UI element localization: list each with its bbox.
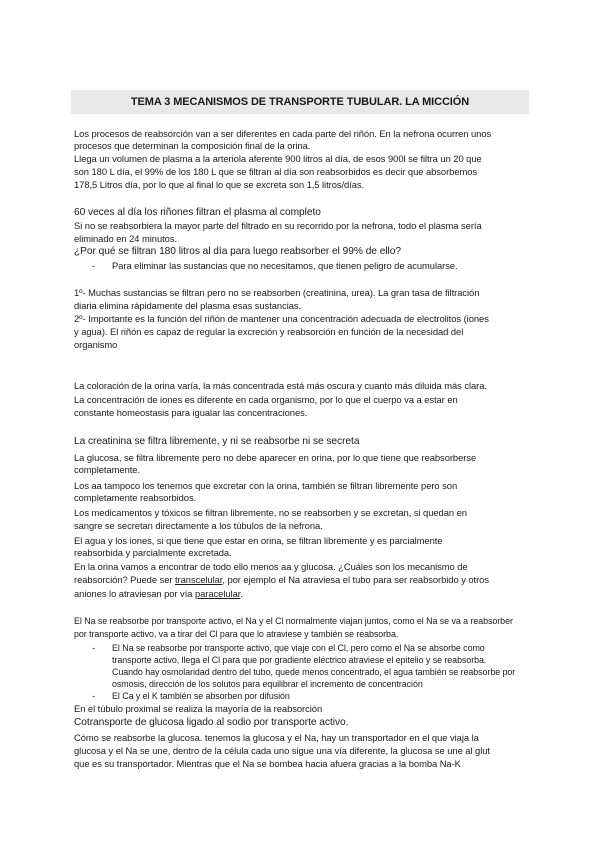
- paragraph-line: El agua y los iones, si que tiene que estar en orina, se filtran libremente y es parcialmente: [74, 535, 443, 546]
- paragraph-line: ¿Por qué se filtran 180 litros al día para luego reabsorber el 99% de ello?: [74, 246, 401, 257]
- bullet-item-line: transporte activo, llega el Cl para que por gradiente eléctrico atraviese el epitelio y se reabsorba.: [112, 655, 487, 665]
- paragraph-line: Cómo se reabsorbe la glucosa. tenemos la glucosa y el Na, hay un transportador en el que viaja la: [74, 732, 479, 743]
- paragraph-line: 1º- Muchas sustancias se filtran pero no se reabsorben (creatinina, urea). La gran tasa de filtración: [74, 287, 480, 298]
- paragraph-line: que es su transportador. Mientras que el Na se bombea hacia afuera gracias a la bomba Na-K: [74, 758, 461, 769]
- paragraph-line: reabsorbida y parcialmente excretada.: [74, 547, 232, 558]
- paragraph-line: [74, 588, 243, 600]
- text-segment: , por ejemplo el Na atraviesa el tubo para ser reabsorbido y otros: [222, 574, 489, 585]
- bullet-item-line: Cuando hay osmolaridad dentro del tubo, quede menos concentrado, el agua también se reabsorbe por: [112, 667, 516, 677]
- paragraph-line: 178,5 Litros día, por lo que al final lo que se excreta son 1,5 litros/días.: [74, 179, 365, 190]
- paragraph-line: sangre se secretan directamente a los túbulos de la nefrona.: [74, 520, 323, 531]
- paragraph-line: y agua). El riñón es capaz de regular la excreción y reabsorción en función de la necesidad del: [74, 326, 464, 337]
- text-segment: aniones lo atraviesan por vía: [74, 588, 195, 599]
- paragraph-line: son 180 L día, el 99% de los 180 L que se filtran al día son reabsorbidos es decir que absorbemos: [74, 166, 478, 177]
- paragraph-line: En la orina vamos a encontrar de todo ello menos aa y glucosa. ¿Cuáles son los mecanismo de: [74, 561, 468, 572]
- paragraph-line: glucosa y el Na se une, dentro de la célula cada uno sigue una vía diferente, la glucosa se une al glut: [74, 745, 490, 756]
- paragraph-line: La glucosa, se filtra libremente pero no debe aparecer en orina, por lo que tiene que reabsorberse: [74, 452, 477, 463]
- paragraph-line: 2º- Importante es la función del riñón de mantener una concentración adecuada de electrolitos (iones: [74, 313, 489, 324]
- paragraph-line: organismo: [74, 339, 118, 350]
- paragraph-line: eliminado en 24 minutos.: [74, 233, 178, 244]
- paragraph-line: constante homeostasis para igualar las concentraciones.: [74, 407, 308, 418]
- paragraph-line: Los aa tampoco los tenemos que excretar con la orina, también se filtran libremente pero son: [74, 480, 458, 491]
- paragraph-line: diaria elimina rápidamente del plasma esas sustancias.: [74, 300, 302, 311]
- bullet-item-line: osmosis, dirección de los solutos para equilibrar el incremento de concentración: [112, 679, 423, 689]
- text-segment: reabsorción? Puede ser: [74, 574, 175, 585]
- bullet-item: Para eliminar las sustancias que no necesitamos, que tienen peligro de acumularse.: [112, 260, 458, 271]
- paragraph-line: procesos que determinan la composición final de la orina.: [74, 140, 311, 151]
- bullet-item: El Na se reabsorbe por transporte activo, que viaje con el Cl, pero como el Na se absorbe como: [112, 643, 485, 653]
- underlined-term-paracelular: paracelular: [194, 588, 241, 599]
- paragraph-line: completamente.: [74, 464, 141, 475]
- paragraph-line: Los procesos de reabsorción van a ser diferentes en cada parte del riñón. En la nefrona ocurren unos: [74, 128, 492, 139]
- paragraph-line: [74, 574, 489, 586]
- paragraph-line: La creatinina se filtra libremente, y ni se reabsorbe ni se secreta: [74, 436, 360, 447]
- paragraph-line: Los medicamentos y tóxicos se filtran libremente, no se reabsorben y se excretan, si quedan en: [74, 507, 467, 518]
- paragraph-line: La coloración de la orina varía, la más concentrada está más oscura y cuanto más diluida más clara.: [74, 380, 487, 391]
- bullet-dash: -: [92, 690, 96, 701]
- paragraph-line: Llega un volumen de plasma a la arteriola aferente 900 litros al día, de esos 900l se filtra un 20 que: [74, 153, 482, 164]
- paragraph-line: Cotransporte de glucosa ligado al sodio por transporte activo.: [74, 717, 349, 728]
- underlined-term-transcelular: transcelular: [175, 574, 223, 585]
- paragraph-line: Si no se reabsorbiera la mayor parte del filtrado en su recorrido por la nefrona, todo el plasma sería: [74, 220, 482, 231]
- paragraph-line: completamente reabsorbidos.: [74, 492, 197, 503]
- bullet-dash: -: [92, 642, 96, 653]
- paragraph-line: 60 veces al día los riñones filtran el plasma al completo: [74, 207, 321, 218]
- paragraph-line: En el túbulo proximal se realiza la mayoría de la reabsorción: [74, 703, 323, 714]
- bullet-item: El Ca y el K también se absorben por difusión: [112, 691, 290, 701]
- paragraph-line: La concentración de iones es diferente en cada organismo, por lo que el cuerpo va a estar en: [74, 394, 458, 405]
- paragraph-line: El Na se reabsorbe por transporte activo, el Na y el Cl normalmente viajan juntos, como el Na se va a reabsorber: [74, 616, 513, 626]
- paragraph-line: por transporte activo, va a tirar del Cl para que lo atraviese y también se reabsorba.: [74, 629, 399, 639]
- document-title: TEMA 3 MECANISMOS DE TRANSPORTE TUBULAR. LA MICCIÓN: [130, 96, 470, 108]
- title-banner: [71, 90, 529, 114]
- bullet-dash: -: [92, 260, 96, 271]
- text-segment: .: [240, 588, 243, 599]
